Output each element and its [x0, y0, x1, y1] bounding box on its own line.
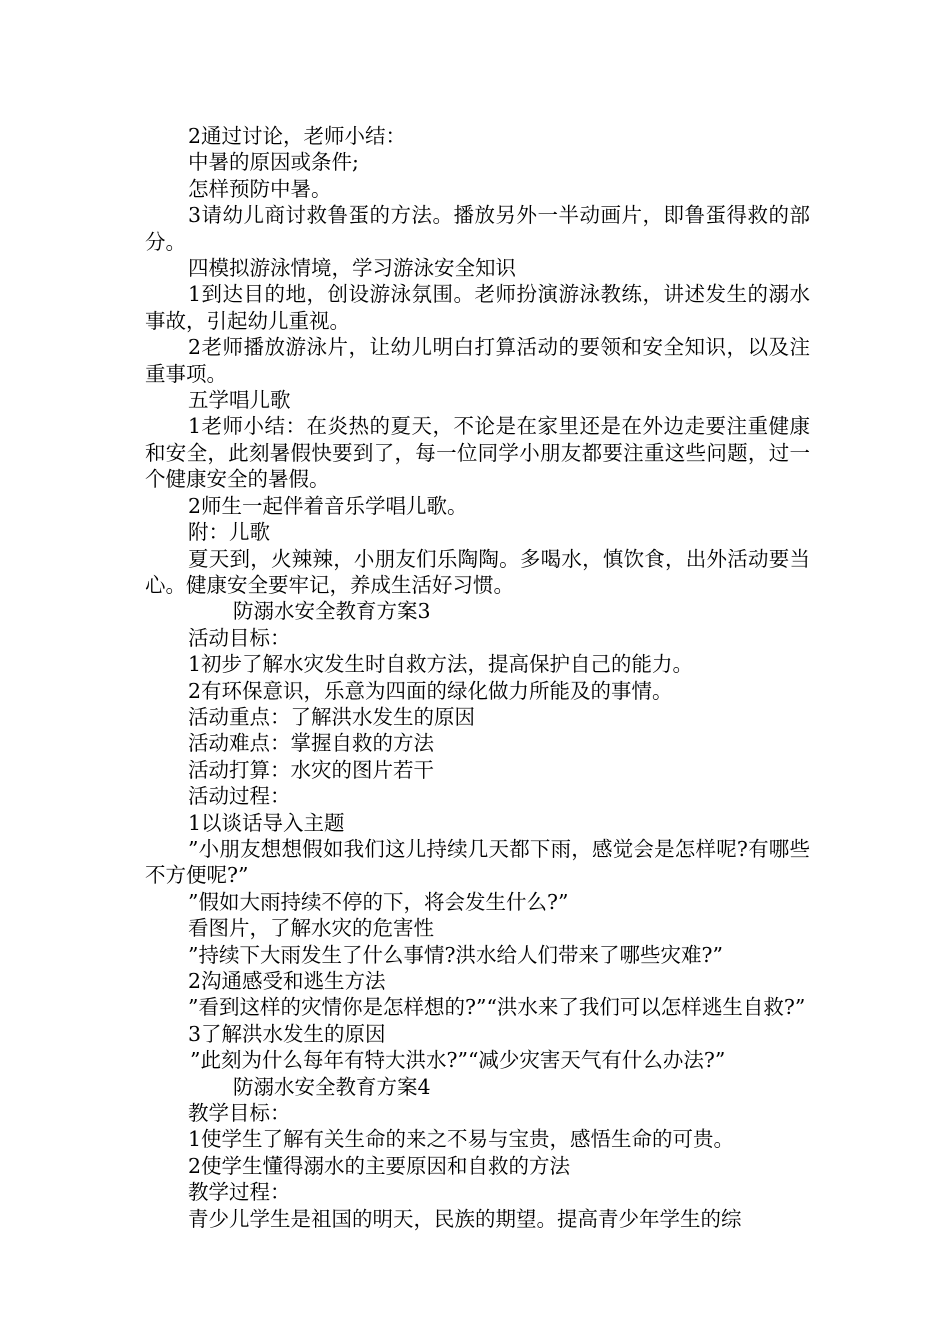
paragraph: ”小朋友想想假如我们这儿持续几天都下雨，感觉会是怎样呢?有哪些不方便呢?” — [145, 836, 810, 888]
poem-paragraph: 夏天到，火辣辣，小朋友们乐陶陶。多喝水，慎饮食，出外活动要当心。健康安全要牢记，养成生活好习惯。 — [145, 546, 810, 597]
plan-title: 防溺水安全教育方案3 — [233, 599, 431, 624]
section-heading: 五学唱儿歌 — [188, 388, 291, 413]
paragraph: 1以谈话导入主题 — [188, 810, 345, 835]
paragraph: 看图片，了解水灾的危害性 — [188, 916, 434, 941]
paragraph: ”看到这样的灾情你是怎样想的?”“洪水来了我们可以怎样逃生自救?” — [188, 995, 806, 1020]
paragraph: 活动重点：了解洪水发生的原因 — [188, 704, 475, 729]
paragraph: 1到达目的地，创设游泳氛围。老师扮演游泳教练，讲述发生的溺水事故，引起幼儿重视。 — [145, 282, 810, 333]
paragraph: 2师生一起伴着音乐学唱儿歌。 — [188, 493, 468, 518]
paragraph: 3请幼儿商讨救鲁蛋的方法。播放另外一半动画片，即鲁蛋得救的部分。 — [145, 203, 810, 254]
paragraph: 1老师小结：在炎热的夏天，不论是在家里还是在外边走要注重健康和安全，此刻暑假快要到了，每一位同学小朋友都要注重这些问题，过一个健康安全的暑假。 — [145, 414, 810, 492]
paragraph: 怎样预防中暑。 — [188, 176, 332, 201]
paragraph: 2通过讨论，老师小结： — [188, 124, 407, 148]
paragraph: 2使学生懂得溺水的主要原因和自救的方法 — [188, 1153, 571, 1178]
paragraph: 2有环保意识，乐意为四面的绿化做力所能及的事情。 — [188, 678, 673, 703]
paragraph: 青少儿学生是祖国的明天，民族的期望。提高青少年学生的综 — [188, 1206, 742, 1231]
paragraph: ”此刻为什么每年有特大洪水?”“减少灾害天气有什么办法?” — [190, 1048, 726, 1073]
paragraph: 2沟通感受和逃生方法 — [188, 969, 386, 993]
paragraph: 教学目标： — [188, 1101, 291, 1126]
document-body — [145, 123, 810, 1232]
paragraph: 活动难点：掌握自救的方法 — [188, 731, 434, 756]
paragraph: 中暑的原因或条件; — [188, 150, 359, 175]
section-heading: 四模拟游泳情境，学习游泳安全知识 — [188, 256, 516, 281]
paragraph: 1初步了解水灾发生时自救方法，提高保护自己的能力。 — [188, 652, 694, 677]
paragraph: 1使学生了解有关生命的来之不易与宝贵，感悟生命的可贵。 — [188, 1127, 735, 1152]
paragraph: 教学过程： — [188, 1180, 291, 1205]
paragraph: ”假如大雨持续不停的下，将会发生什么?” — [188, 889, 569, 914]
paragraph: ”持续下大雨发生了什么事情?洪水给人们带来了哪些灾难?” — [188, 942, 723, 967]
paragraph: 活动打算：水灾的图片若干 — [188, 757, 434, 782]
plan-title: 防溺水安全教育方案4 — [233, 1074, 431, 1099]
paragraph: 3了解洪水发生的原因 — [188, 1021, 386, 1046]
paragraph: 活动过程： — [188, 784, 291, 809]
paragraph: 活动目标： — [188, 625, 291, 650]
paragraph: 2老师播放游泳片，让幼儿明白打算活动的要领和安全知识，以及注重事项。 — [145, 335, 810, 386]
paragraph: 附：儿歌 — [188, 520, 270, 545]
